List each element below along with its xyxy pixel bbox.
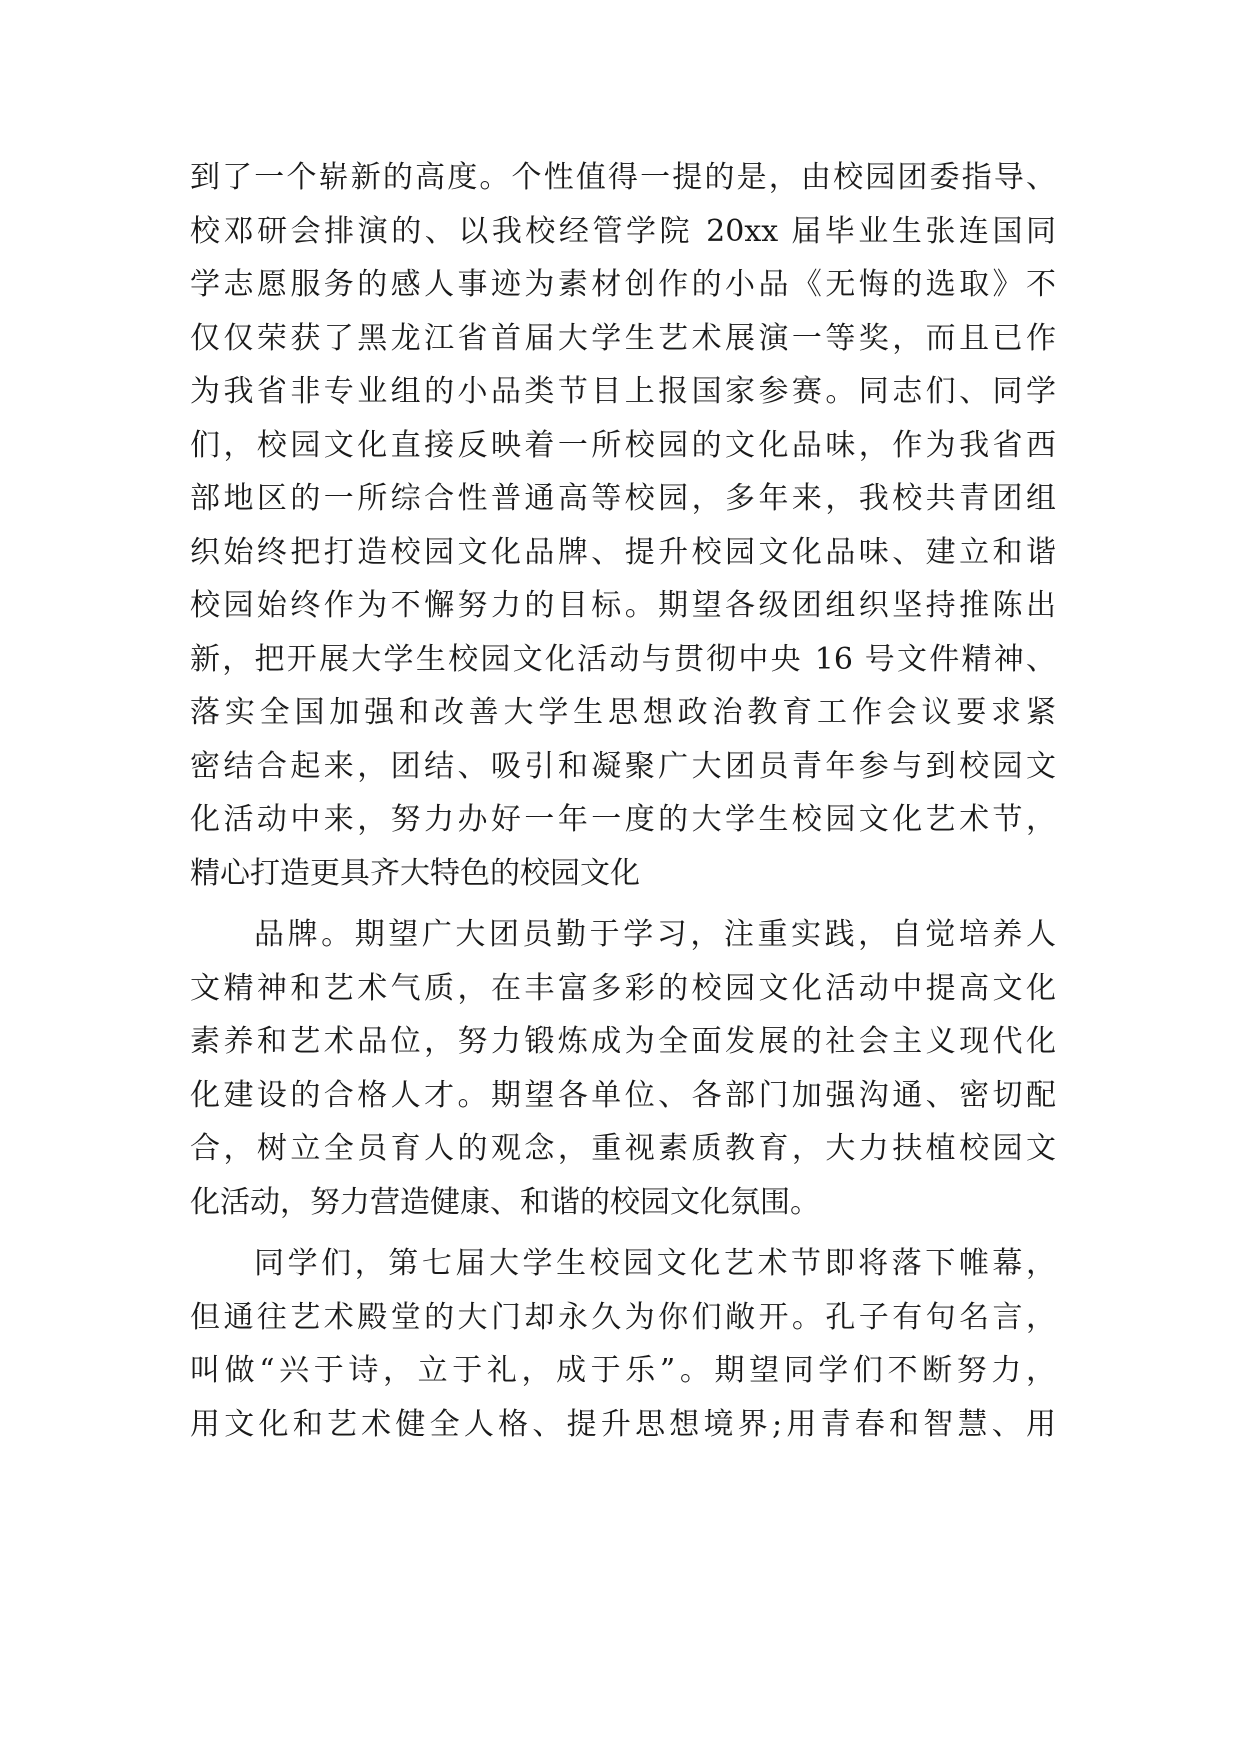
text-line: 们，校园文化直接反映着一所校园的文化品味，作为我省西	[190, 427, 1056, 463]
text-line: 新，把开展大学生校园文化活动与贯彻中央 16 号文件精神、	[190, 641, 1056, 677]
text-line: 为我省非专业组的小品类节目上报国家参赛。同志们、同学	[190, 374, 1056, 409]
paragraph	[190, 908, 1056, 1229]
text-line: 部地区的一所综合性普通高等校园，多年来，我校共青团组	[190, 481, 1056, 516]
text-line: 化活动中来，努力办好一年一度的大学生校园文化艺术节，	[190, 802, 1056, 837]
text-line: 校邓研会排演的、以我校经管学院 20xx 届毕业生张连国同	[190, 213, 1056, 249]
body-text	[190, 151, 1056, 1451]
text-line: 落实全国加强和改善大学生思想政治教育工作会议要求紧	[190, 695, 1056, 730]
paragraph	[190, 151, 1056, 900]
text-line: 文精神和艺术气质，在丰富多彩的校园文化活动中提高文化	[190, 970, 1056, 1006]
text-line: 素养和艺术品位，努力锻炼成为全面发展的社会主义现代化	[190, 1024, 1056, 1059]
text-line: 用文化和艺术健全人格、提升思想境界;用青春和智慧、用	[190, 1406, 1056, 1442]
text-line: 但通往艺术殿堂的大门却永久为你们敞开。孔子有句名言，	[190, 1299, 1056, 1335]
paragraph	[190, 1237, 1056, 1451]
text-line: 密结合起来，团结、吸引和凝聚广大团员青年参与到校园文	[190, 748, 1056, 784]
text-line: 仅仅荣获了黑龙江省首届大学生艺术展演一等奖，而且已作	[190, 320, 1056, 356]
text-line: 化活动，努力营造健康、和谐的校园文化氛围。	[190, 1184, 820, 1220]
text-line: 合，树立全员育人的观念，重视素质教育，大力扶植校园文	[190, 1131, 1056, 1166]
text-line: 同学们，第七届大学生校园文化艺术节即将落下帷幕，	[254, 1246, 1056, 1281]
text-line: 叫做“兴于诗，立于礼，成于乐”。期望同学们不断努力，	[190, 1353, 1056, 1388]
text-line: 品牌。期望广大团员勤于学习，注重实践，自觉培养人	[254, 917, 1056, 952]
text-line: 精心打造更具齐大特色的校园文化	[190, 855, 640, 891]
text-line: 学志愿服务的感人事迹为素材创作的小品《无悔的选取》不	[190, 267, 1056, 302]
text-line: 织始终把打造校园文化品牌、提升校园文化品味、建立和谐	[190, 534, 1056, 570]
text-line: 到了一个崭新的高度。个性值得一提的是，由校园团委指导、	[190, 160, 1056, 195]
text-line: 校园始终作为不懈努力的目标。期望各级团组织坚持推陈出	[190, 588, 1056, 623]
text-line: 化建设的合格人才。期望各单位、各部门加强沟通、密切配	[190, 1077, 1056, 1113]
